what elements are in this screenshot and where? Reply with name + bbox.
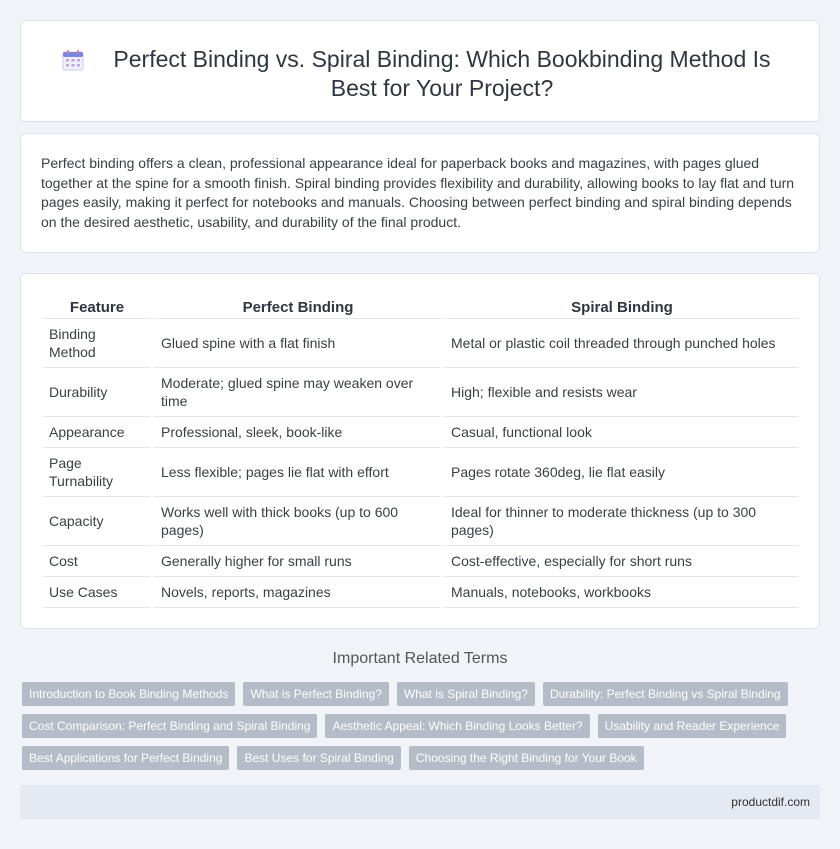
spiral-cell: Cost-effective, especially for short runs	[441, 546, 799, 577]
spiral-cell: Ideal for thinner to moderate thickness (up to 300 pages)	[441, 497, 799, 546]
feature-cell: Durability	[43, 368, 151, 417]
tag-intro-binding-methods[interactable]: Introduction to Book Binding Methods	[22, 682, 235, 706]
comparison-card	[20, 273, 820, 629]
table-row	[43, 448, 799, 497]
tag-durability[interactable]: Durability: Perfect Binding vs Spiral Binding	[543, 682, 788, 706]
tag-best-uses-spiral[interactable]: Best Uses for Spiral Binding	[237, 746, 400, 770]
header-feature: Feature	[43, 294, 151, 319]
feature-cell: Binding Method	[43, 319, 151, 368]
table-row	[43, 417, 799, 448]
spiral-cell: Pages rotate 360deg, lie flat easily	[441, 448, 799, 497]
tag-best-applications-perfect[interactable]: Best Applications for Perfect Binding	[22, 746, 229, 770]
table-row	[43, 497, 799, 546]
table-row	[43, 546, 799, 577]
related-terms-heading: Important Related Terms	[332, 650, 508, 667]
intro-card	[20, 133, 820, 253]
table-row	[43, 577, 799, 608]
perfect-cell: Generally higher for small runs	[151, 546, 441, 577]
intro-paragraph: Perfect binding offers a clean, professional appearance ideal for paperback books and magazines, with pages glued together at the spine for a smooth finish. Spiral binding provides flexibility and durability, allowing books to lay flat and turn pages easily, making it perfect for notebooks and manuals. Choosing between perfect binding and spiral binding depends on the desired aesthetic, usability, and durability of the final product.	[41, 155, 795, 230]
feature-cell: Page Turnability	[43, 448, 151, 497]
feature-cell: Use Cases	[43, 577, 151, 608]
table-row	[43, 319, 799, 368]
feature-cell: Capacity	[43, 497, 151, 546]
spiral-cell: Manuals, notebooks, workbooks	[441, 577, 799, 608]
tag-aesthetic-appeal[interactable]: Aesthetic Appeal: Which Binding Looks Better?	[325, 714, 589, 738]
table-header-row	[43, 294, 799, 319]
tag-usability[interactable]: Usability and Reader Experience	[598, 714, 787, 738]
table-row	[43, 368, 799, 417]
feature-cell: Appearance	[43, 417, 151, 448]
perfect-cell: Novels, reports, magazines	[151, 577, 441, 608]
tag-what-is-spiral-binding[interactable]: What is Spiral Binding?	[397, 682, 535, 706]
perfect-cell: Works well with thick books (up to 600 pages)	[151, 497, 441, 546]
tag-what-is-perfect-binding[interactable]: What is Perfect Binding?	[243, 682, 388, 706]
page-title: Perfect Binding vs. Spiral Binding: Which Bookbinding Method Is Best for Your Project?	[113, 46, 771, 101]
feature-cell: Cost	[43, 546, 151, 577]
header-perfect-binding: Perfect Binding	[151, 294, 441, 319]
footer-site-link[interactable]: productdif.com	[731, 795, 810, 809]
perfect-cell: Moderate; glued spine may weaken over time	[151, 368, 441, 417]
spiral-cell: High; flexible and resists wear	[441, 368, 799, 417]
calendar-icon	[61, 48, 85, 72]
spiral-cell: Metal or plastic coil threaded through punched holes	[441, 319, 799, 368]
footer	[20, 785, 820, 819]
spiral-cell: Casual, functional look	[441, 417, 799, 448]
tag-choosing-right-binding[interactable]: Choosing the Right Binding for Your Book	[409, 746, 644, 770]
perfect-cell: Professional, sleek, book-like	[151, 417, 441, 448]
related-tags	[22, 682, 822, 778]
header-spiral-binding: Spiral Binding	[441, 294, 799, 319]
perfect-cell: Glued spine with a flat finish	[151, 319, 441, 368]
title-card	[20, 20, 820, 122]
perfect-cell: Less flexible; pages lie flat with effort	[151, 448, 441, 497]
comparison-table	[43, 294, 799, 608]
tag-cost-comparison[interactable]: Cost Comparison: Perfect Binding and Spiral Binding	[22, 714, 317, 738]
